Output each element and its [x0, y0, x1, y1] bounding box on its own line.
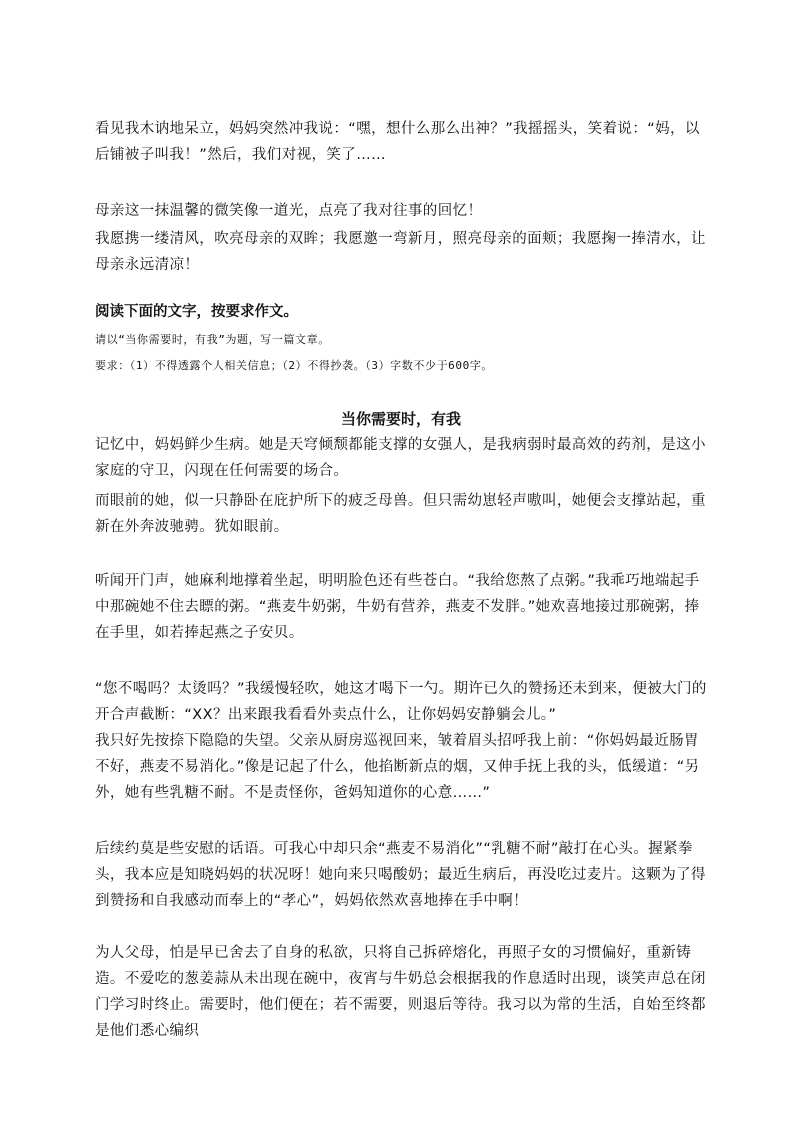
paragraph: 而眼前的她，似一只静卧在庇护所下的疲乏母兽。但只需幼崽轻声嗷叫，她便会支撑站起，重新在外奔波驰骋。犹如眼前。: [95, 493, 706, 535]
paragraph: 后续约莫是些安慰的话语。可我心中却只余“燕麦不易消化”“乳糖不耐”敲打在心头。握紧拳头，我本应是知晓妈妈的状况呀！她向来只喝酸奶；最近生病后，再没吃过麦片。这颗为了得到赞扬和自我感动而奉上的“孝心”，妈妈依然欢喜地捧在手中啊！: [95, 841, 706, 909]
paragraph: 看见我木讷地呆立，妈妈突然冲我说：“嘿，想什么那么出神？”我摇摇头，笑着说：“妈，以后铺被子叫我！”然后，我们对视，笑了……: [95, 121, 700, 163]
task-instruction: 请以“当你需要时，有我”为题，写一篇文章。: [95, 333, 330, 346]
paragraph: 母亲这一抹温馨的微笑像一道光，点亮了我对往事的回忆！: [95, 203, 483, 219]
paragraph: 记忆中，妈妈鲜少生病。她是天穹倾颓都能支撑的女强人，是我病弱时最高效的药剂，是这小家庭的守卫，闪现在任何需要的场合。: [95, 437, 706, 479]
paragraph: 为人父母，怕是早已舍去了自身的私欲，只将自己拆碎熔化，再照子女的习惯偏好，重新铸造。不爱吃的葱姜蒜从未出现在碗中，夜宵与牛奶总会根据我的作息适时出现，谈笑声总在闭门学习时终止。需要时，他们便在；若不需要，则退后等待。我习以为常的生活，自始至终都是他们悉心编织: [95, 945, 706, 1039]
paragraph: 我愿携一缕清风，吹亮母亲的双眸；我愿邀一弯新月，照亮母亲的面颊；我愿掬一捧清水，让母亲永远清凉！: [95, 231, 706, 273]
paragraph: 我只好先按捺下隐隐的失望。父亲从厨房巡视回来，皱着眉头招呼我上前：“你妈妈最近肠胃不好，燕麦不易消化。”像是记起了什么，他掐断新点的烟，又伸手抚上我的头，低缓道：“另外，她有些乳糖不耐。不是责怪你，爸妈知道你的心意……”: [95, 733, 700, 801]
task-heading: 阅读下面的文字，按要求作文。: [95, 304, 298, 320]
essay-title: 当你需要时，有我: [340, 410, 461, 428]
paragraph: “您不喝吗？太烫吗？”我缓慢轻吹，她这才喝下一勺。期许已久的赞扬还未到来，便被大门的开合声截断：“XX？出来跟我看看外卖点什么，让你妈妈安静躺会儿。”: [95, 681, 707, 723]
paragraph: 听闻开门声，她麻利地撑着坐起，明明脸色还有些苍白。“我给您熬了点粥。”我乖巧地端起手中那碗她不住去瞟的粥。“燕麦牛奶粥，牛奶有营养，燕麦不发胖。”她欢喜地接过那碗粥，捧在手里，如若捧起燕之子安贝。: [95, 573, 700, 641]
task-requirements: 要求：（1）不得透露个人相关信息；（2）不得抄袭。（3）字数不少于600字。: [95, 359, 494, 372]
